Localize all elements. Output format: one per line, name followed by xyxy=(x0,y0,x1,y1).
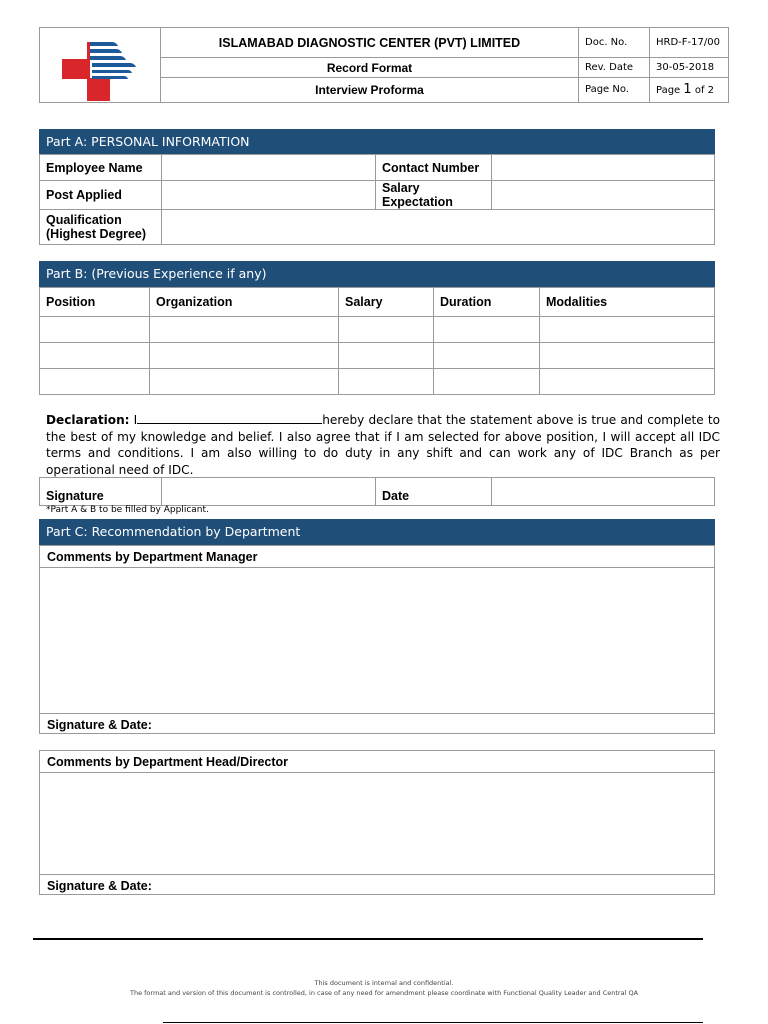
footer-rule-top xyxy=(33,938,703,940)
doc-no-value: HRD-F-17/00 xyxy=(650,28,729,58)
footer-line-1: This document is internal and confidential. xyxy=(314,979,454,987)
table-cell[interactable] xyxy=(40,317,150,343)
part-a-title: Part A: PERSONAL INFORMATION xyxy=(39,129,715,155)
declaration-text xyxy=(46,412,720,478)
table-cell[interactable] xyxy=(434,369,540,395)
table-cell[interactable] xyxy=(339,369,434,395)
footer-rule-bottom xyxy=(163,1022,703,1023)
table-cell[interactable] xyxy=(434,317,540,343)
page-no-value xyxy=(650,77,729,102)
record-format: Record Format xyxy=(161,58,579,77)
table-row xyxy=(40,343,715,369)
table-cell[interactable] xyxy=(540,343,715,369)
part-b-table xyxy=(39,287,715,395)
part-b-title: Part B: (Previous Experience if any) xyxy=(39,261,715,287)
date-label: Date xyxy=(376,478,492,506)
head-comments-field[interactable] xyxy=(40,773,714,875)
head-comments-label: Comments by Department Head/Director xyxy=(40,751,714,773)
signature-label: Signature xyxy=(40,478,162,506)
declaration-body: hereby declare that the statement above is true and complete to the best of my knowledge and belief. I also agree that if I am selected for above position, I will accept all IDC terms and conditions. I am also willing to do duty in any shift and can work any of IDC Branch as per operational need of IDC. xyxy=(46,413,720,477)
salary-label-line2: Expectation xyxy=(382,195,453,209)
salary-label-line1: Salary xyxy=(382,181,420,195)
col-position: Position xyxy=(40,288,150,317)
employee-name-field[interactable] xyxy=(162,155,376,181)
table-cell[interactable] xyxy=(40,369,150,395)
table-cell[interactable] xyxy=(339,317,434,343)
document-header xyxy=(39,27,729,103)
col-modalities: Modalities xyxy=(540,288,715,317)
table-cell[interactable] xyxy=(150,343,339,369)
signature-field[interactable] xyxy=(162,478,376,506)
company-name: ISLAMABAD DIAGNOSTIC CENTER (PVT) LIMITED xyxy=(161,28,579,58)
table-row xyxy=(40,369,715,395)
qualification-label xyxy=(40,210,162,245)
table-cell[interactable] xyxy=(540,369,715,395)
date-field[interactable] xyxy=(492,478,715,506)
table-cell[interactable] xyxy=(434,343,540,369)
footer-line-2: The format and version of this document is controlled, in case of any need for amendment please coordinate with Functional Quality Leader and Central QA xyxy=(129,989,639,997)
manager-comments-field[interactable] xyxy=(40,568,714,714)
salary-expectation-field[interactable] xyxy=(492,181,715,210)
table-cell[interactable] xyxy=(150,369,339,395)
qualification-line2: (Highest Degree) xyxy=(46,227,147,241)
manager-signature-label: Signature & Date: xyxy=(47,718,152,732)
contact-number-field[interactable] xyxy=(492,155,715,181)
salary-expectation-label xyxy=(376,181,492,210)
part-a-table xyxy=(39,154,715,245)
qualification-field[interactable] xyxy=(162,210,715,245)
head-comments-box xyxy=(39,750,715,895)
manager-comments-box xyxy=(39,545,715,734)
declaration-label: Declaration: xyxy=(46,413,130,427)
page-number: 1 xyxy=(683,82,692,98)
manager-comments-label: Comments by Department Manager xyxy=(40,546,714,568)
col-salary: Salary xyxy=(339,288,434,317)
applicant-note: *Part A & B to be filled by Applicant. xyxy=(46,505,209,515)
table-cell[interactable] xyxy=(540,317,715,343)
signature-row xyxy=(39,477,715,506)
part-c-title: Part C: Recommendation by Department xyxy=(39,519,715,545)
declaration-prefix: I xyxy=(129,413,138,427)
doc-no-label: Doc. No. xyxy=(579,28,650,58)
employee-name-label: Employee Name xyxy=(40,155,162,181)
table-row xyxy=(40,317,715,343)
post-applied-field[interactable] xyxy=(162,181,376,210)
page-prefix: Page xyxy=(656,85,684,97)
post-applied-label: Post Applied xyxy=(40,181,162,210)
rev-date-value: 30-05-2018 xyxy=(650,58,729,77)
contact-number-label: Contact Number xyxy=(376,155,492,181)
name-blank-field[interactable] xyxy=(137,412,322,424)
form-title: Interview Proforma xyxy=(161,77,579,102)
table-header-row xyxy=(40,288,715,317)
page-no-label: Page No. xyxy=(579,77,650,102)
table-cell[interactable] xyxy=(339,343,434,369)
table-cell[interactable] xyxy=(40,343,150,369)
col-duration: Duration xyxy=(434,288,540,317)
table-cell[interactable] xyxy=(150,317,339,343)
page-suffix: of 2 xyxy=(691,85,715,97)
logo-cell xyxy=(40,28,161,103)
head-signature-label: Signature & Date: xyxy=(47,879,152,893)
rev-date-label: Rev. Date xyxy=(579,58,650,77)
col-organization: Organization xyxy=(150,288,339,317)
company-logo-icon xyxy=(40,28,160,102)
qualification-line1: Qualification xyxy=(46,213,122,227)
